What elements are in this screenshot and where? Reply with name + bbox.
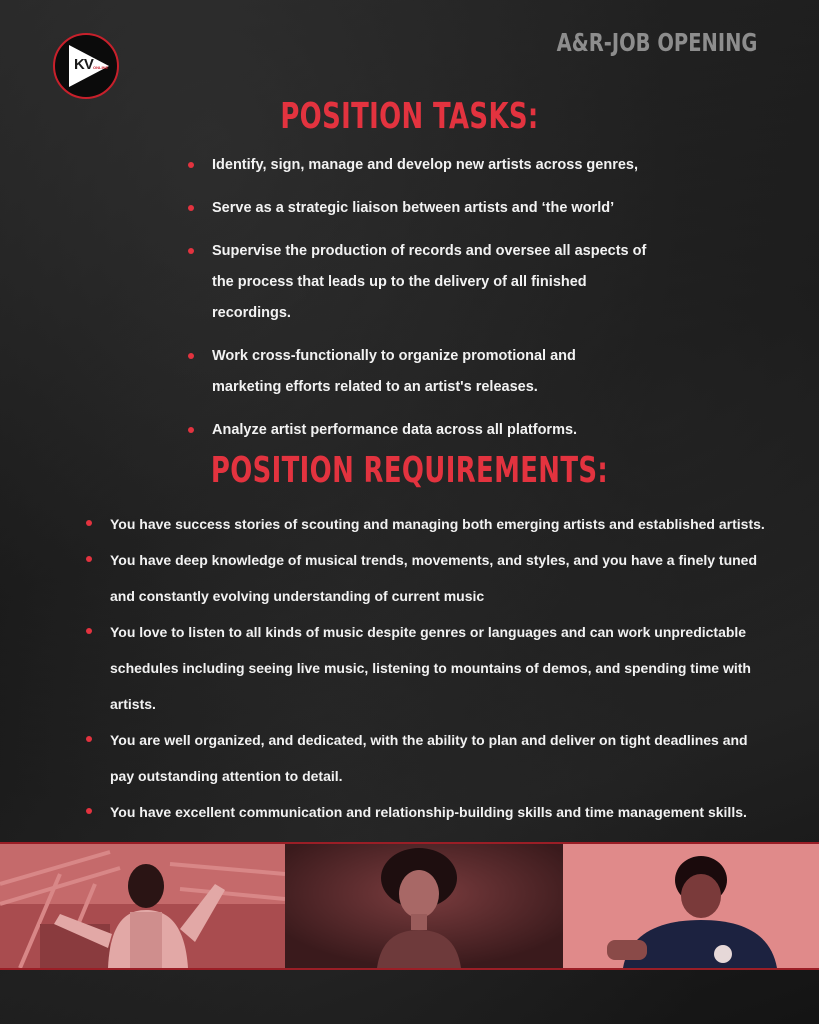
task-text: Serve as a strategic liaison between artists and ‘the world’ <box>212 200 615 216</box>
artist-photo-2 <box>285 844 563 968</box>
requirement-item <box>86 794 766 830</box>
task-text: Identify, sign, manage and develop new artists across genres, <box>212 157 639 173</box>
requirements-list <box>86 506 766 830</box>
requirement-text: You are well organized, and dedicated, with the ability to plan and deliver on tight deadlines and pay outstanding attention to detail. <box>110 732 748 784</box>
page-header-title: A&R-JOB OPENING <box>556 28 757 57</box>
task-item <box>188 150 652 181</box>
requirements-title: POSITION REQUIREMENTS: <box>210 450 609 491</box>
bullet-icon <box>86 808 92 814</box>
artist-photo-strip <box>0 842 819 970</box>
bullet-icon <box>86 520 92 526</box>
task-text: Analyze artist performance data across all platforms. <box>212 422 578 438</box>
bullet-icon <box>86 736 92 742</box>
requirement-text: You have success stories of scouting and managing both emerging artists and established artists. <box>110 516 765 532</box>
artist-photo-1 <box>0 844 285 968</box>
kv-logo <box>53 33 119 99</box>
task-text: Work cross-functionally to organize promotional and marketing efforts related to an artist's releases. <box>212 348 576 395</box>
requirement-item <box>86 614 766 722</box>
task-item <box>188 236 652 329</box>
logo-word: ONLINE <box>93 65 109 70</box>
bullet-icon <box>86 556 92 562</box>
bullet-icon <box>86 628 92 634</box>
bullet-icon <box>188 205 194 211</box>
logo-letters: KV <box>74 56 93 73</box>
bullet-icon <box>188 248 194 254</box>
requirement-text: You love to listen to all kinds of music despite genres or languages and can work unpredictable schedules including seeing live music, listening to mountains of demos, and spending time with artists. <box>110 624 751 712</box>
requirement-item <box>86 542 766 614</box>
tasks-list <box>188 150 708 458</box>
requirement-text: You have deep knowledge of musical trends, movements, and styles, and you have a finely tuned and constantly evolving understanding of current music <box>110 552 758 604</box>
requirement-item <box>86 722 766 794</box>
task-item <box>188 193 652 224</box>
bullet-icon <box>188 353 194 359</box>
task-item <box>188 415 652 446</box>
requirement-text: You have excellent communication and relationship-building skills and time management skills. <box>110 804 747 820</box>
task-item <box>188 341 632 403</box>
bullet-icon <box>188 427 194 433</box>
requirement-item <box>86 506 766 542</box>
artist-photo-3 <box>563 844 819 968</box>
task-text: Supervise the production of records and oversee all aspects of the process that leads up to the delivery of all finished recordings. <box>212 243 647 321</box>
bullet-icon <box>188 162 194 168</box>
tasks-title: POSITION TASKS: <box>280 96 539 137</box>
